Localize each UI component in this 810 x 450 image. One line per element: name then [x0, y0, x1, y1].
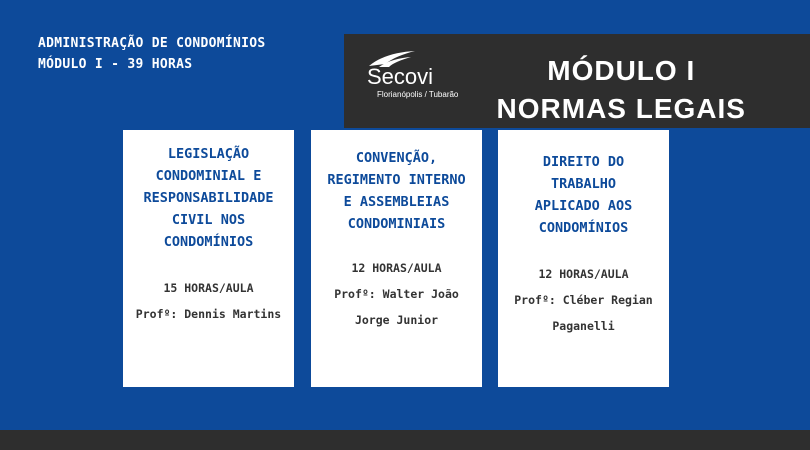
card-professor: Profº: Cléber Regian Paganelli	[514, 293, 653, 333]
card-hours: 15 HORAS/AULA	[163, 281, 254, 295]
module-title	[497, 52, 746, 128]
card-title: LEGISLAÇÃO CONDOMINIAL E RESPONSABILIDADE CIVIL NOS CONDOMÍNIOS	[143, 146, 274, 250]
secovi-logo	[363, 50, 473, 106]
module-number: MÓDULO I	[547, 55, 696, 86]
course-title: ADMINISTRAÇÃO DE CONDOMÍNIOS	[38, 36, 266, 51]
course-card-2	[311, 130, 482, 387]
course-header	[38, 33, 266, 75]
course-card-3	[498, 130, 669, 387]
card-hours: 12 HORAS/AULA	[538, 267, 629, 281]
card-professor: Profº: Dennis Martins	[135, 307, 282, 321]
module-name: NORMAS LEGAIS	[496, 93, 746, 124]
card-professor: Profº: Walter João Jorge Junior	[334, 287, 459, 327]
card-hours: 12 HORAS/AULA	[351, 261, 442, 275]
logo-name: Secovi	[367, 64, 434, 89]
module-banner	[344, 34, 810, 128]
card-title: DIREITO DO TRABALHO APLICADO AOS CONDOMÍNIOS	[534, 154, 633, 236]
logo-subtitle: Florianópolis / Tubarão	[377, 90, 459, 99]
course-card-1	[123, 130, 294, 387]
card-title: CONVENÇÃO, REGIMENTO INTERNO E ASSEMBLEIAS CONDOMINIAIS	[327, 150, 466, 232]
course-subtitle: MÓDULO I - 39 HORAS	[38, 57, 193, 72]
footer-bar	[0, 430, 810, 450]
